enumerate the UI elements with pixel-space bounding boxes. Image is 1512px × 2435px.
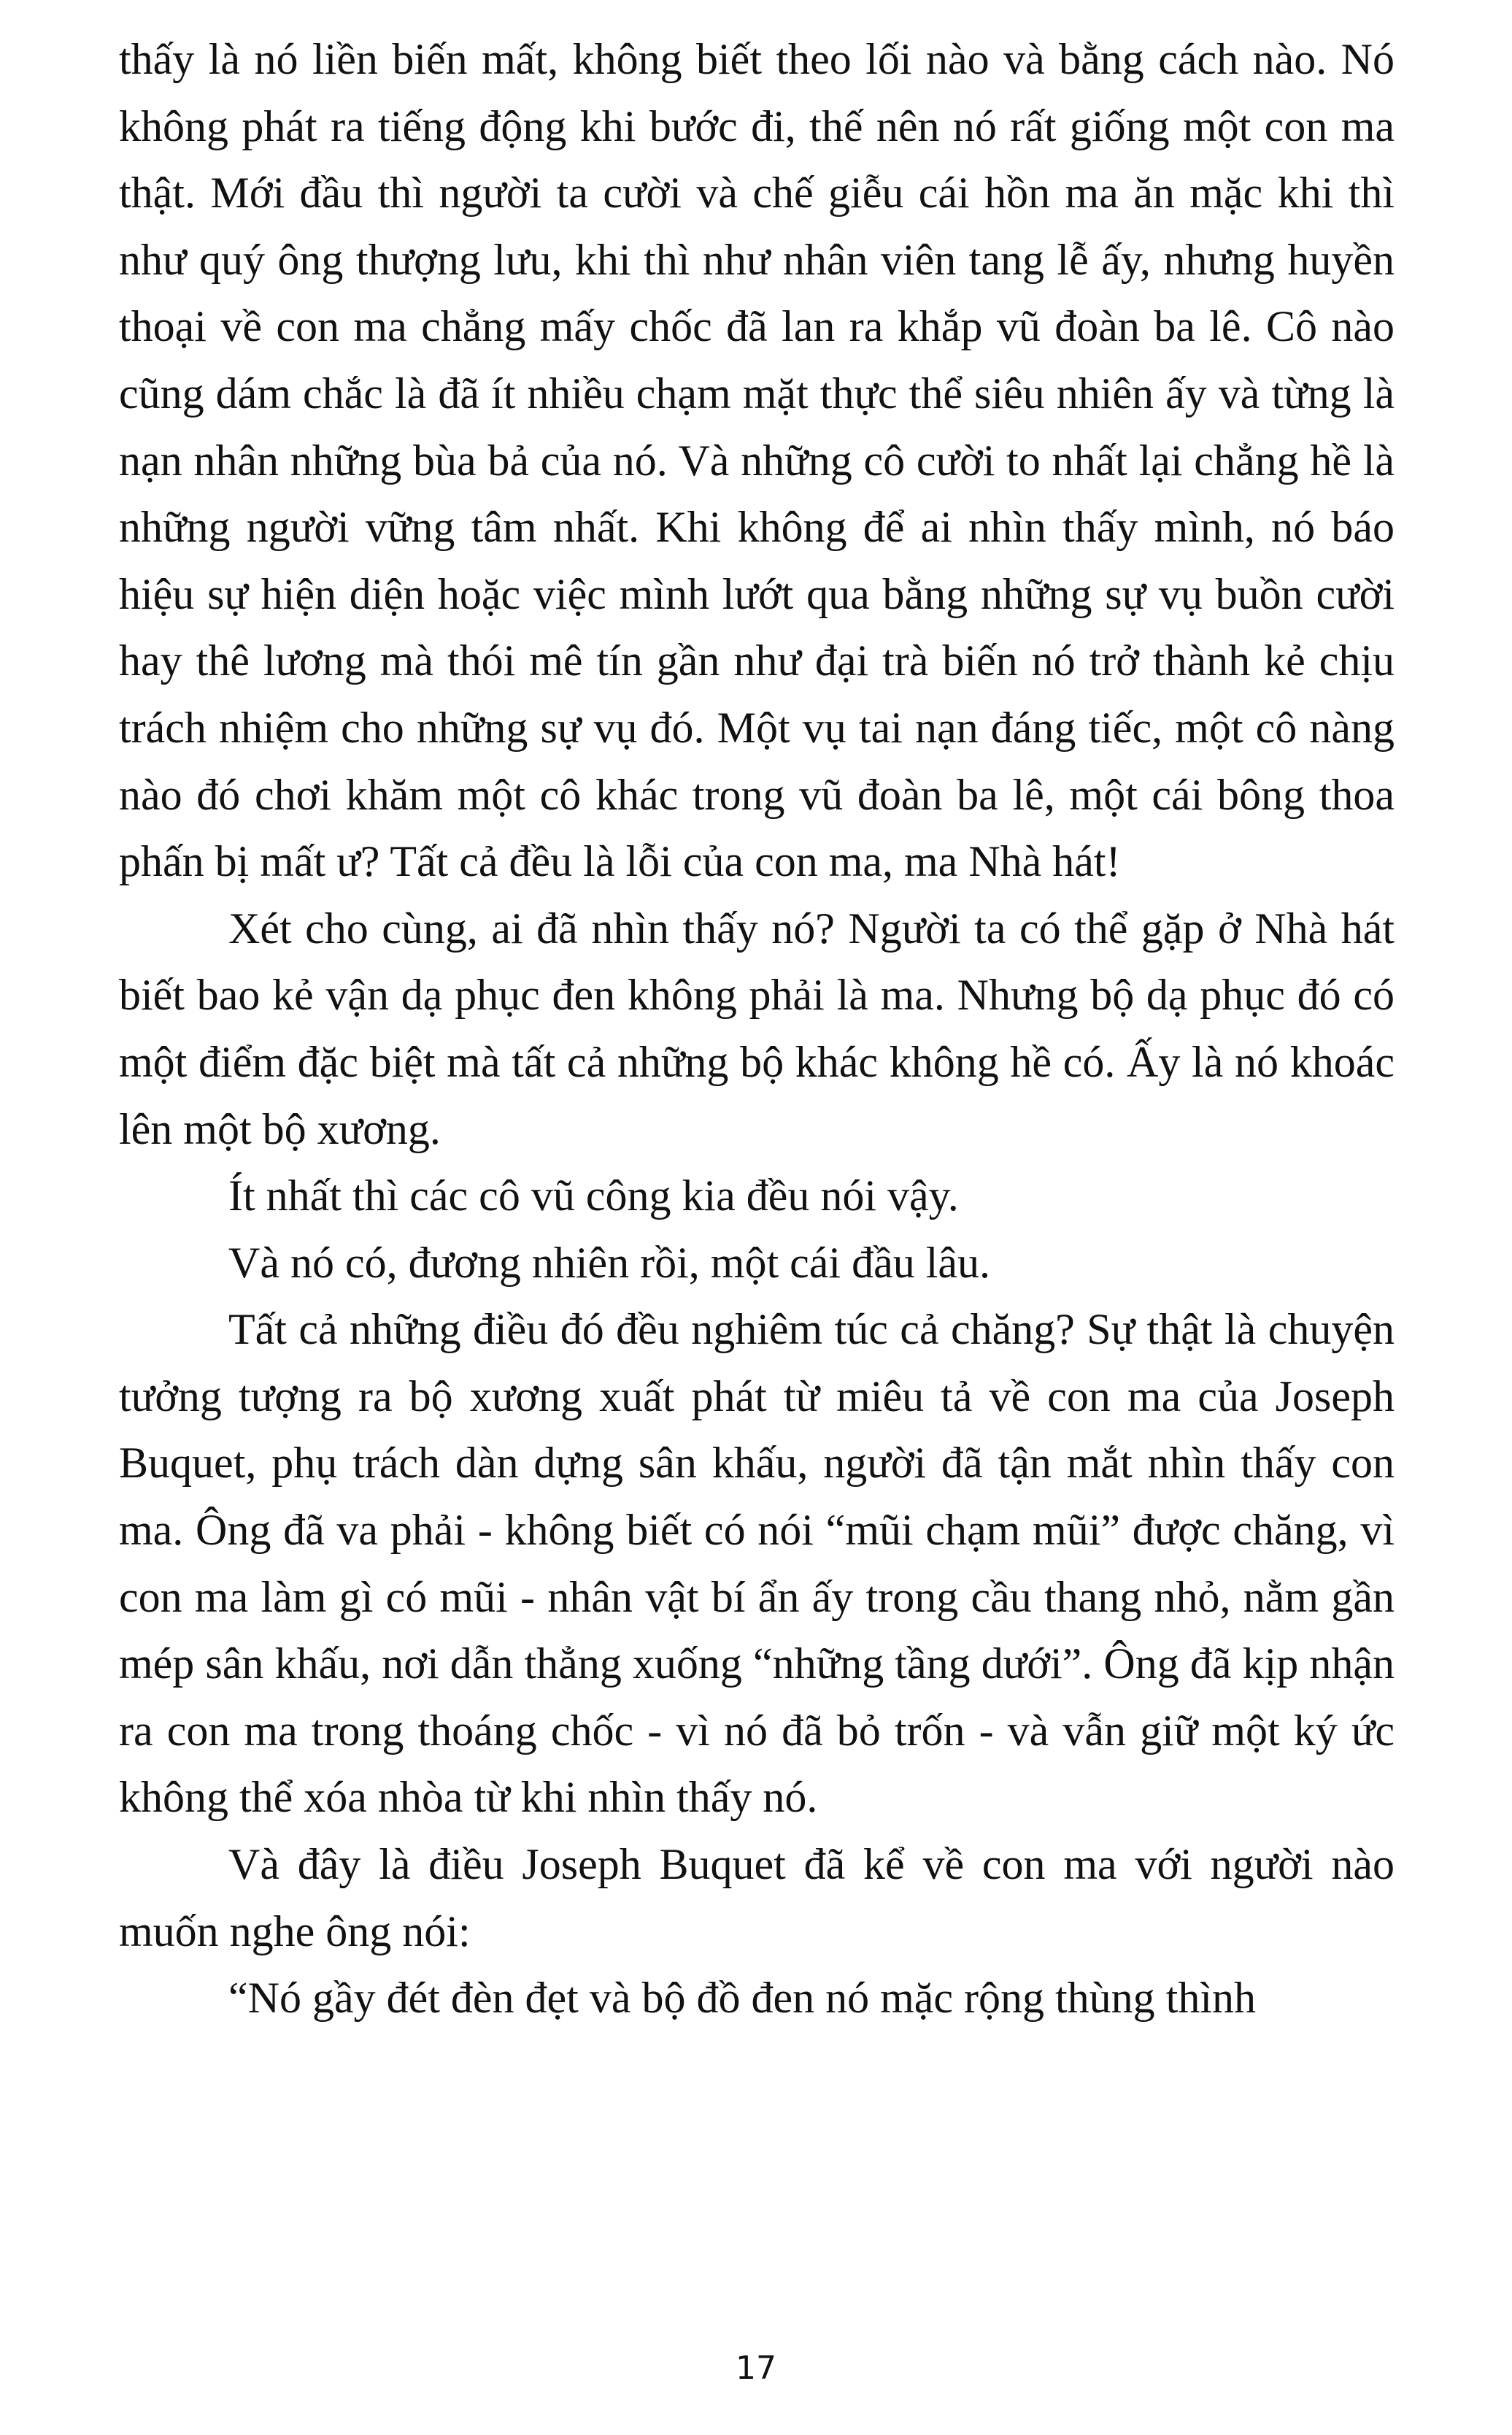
- paragraph-who-saw-it: Xét cho cùng, ai đã nhìn thấy nó? Người ta có thể gặp ở Nhà hát biết bao kẻ vận dạ phục đen không phải là ma. Nhưng bộ dạ phục đó có một điểm đặc biệt mà tất cả những bộ khác không hề có. Ấy là nó khoác lên một bộ xương.: [119, 904, 1395, 1153]
- body-text: [119, 26, 1395, 2032]
- paragraph-buquet-told: Và đây là điều Joseph Buquet đã kể về con ma với người nào muốn nghe ông nói:: [119, 1840, 1395, 1955]
- paragraph-dancers-say: Ít nhất thì các cô vũ công kia đều nói vậy.: [228, 1172, 959, 1220]
- paragraph-joseph-buquet: Tất cả những điều đó đều nghiêm túc cả chăng? Sự thật là chuyện tưởng tượng ra bộ xương xuất phát từ miêu tả về con ma của Joseph Buquet, phụ trách dàn dựng sân khấu, người đã tận mắt nhìn thấy con ma. Ông đã va phải - không biết có nói “mũi chạm mũi” được chăng, vì con ma làm gì có mũi - nhân vật bí ẩn ấy trong cầu thang nhỏ, nằm gần mép sân khấu, nơi dẫn thẳng xuống “những tầng dưới”. Ông đã kịp nhận ra con ma trong thoáng chốc - vì nó đã bỏ trốn - và vẫn giữ một ký ức không thể xóa nhòa từ khi nhìn thấy nó.: [119, 1305, 1395, 1822]
- page-number: 17: [736, 2350, 776, 2387]
- paragraph-skull: Và nó có, đương nhiên rồi, một cái đầu lâu.: [228, 1238, 990, 1287]
- paragraph-quote-start: “Nó gầy đét đèn đẹt và bộ đồ đen nó mặc rộng thùng thình: [228, 1974, 1257, 2023]
- paragraph-continuation: thấy là nó liền biến mất, không biết theo lối nào và bằng cách nào. Nó không phát ra tiếng động khi bước đi, thế nên nó rất giống một con ma thật. Mới đầu thì người ta cười và chế giễu cái hồn ma ăn mặc khi thì như quý ông thượng lưu, khi thì như nhân viên tang lễ ấy, nhưng huyền thoại về con ma chẳng mấy chốc đã lan ra khắp vũ đoàn ba lê. Cô nào cũng dám chắc là đã ít nhiều chạm mặt thực thể siêu nhiên ấy và từng là nạn nhân những bùa bả của nó. Và những cô cười to nhất lại chẳng hề là những người vững tâm nhất. Khi không để ai nhìn thấy mình, nó báo hiệu sự hiện diện hoặc việc mình lướt qua bằng những sự vụ buồn cười hay thê lương mà thói mê tín gần như đại trà biến nó trở thành kẻ chịu trách nhiệm cho những sự vụ đó. Một vụ tai nạn đáng tiếc, một cô nàng nào đó chơi khăm một cô khác trong vũ đoàn ba lê, một cái bông thoa phấn bị mất ư? Tất cả đều là lỗi của con ma, ma Nhà hát!: [119, 35, 1395, 886]
